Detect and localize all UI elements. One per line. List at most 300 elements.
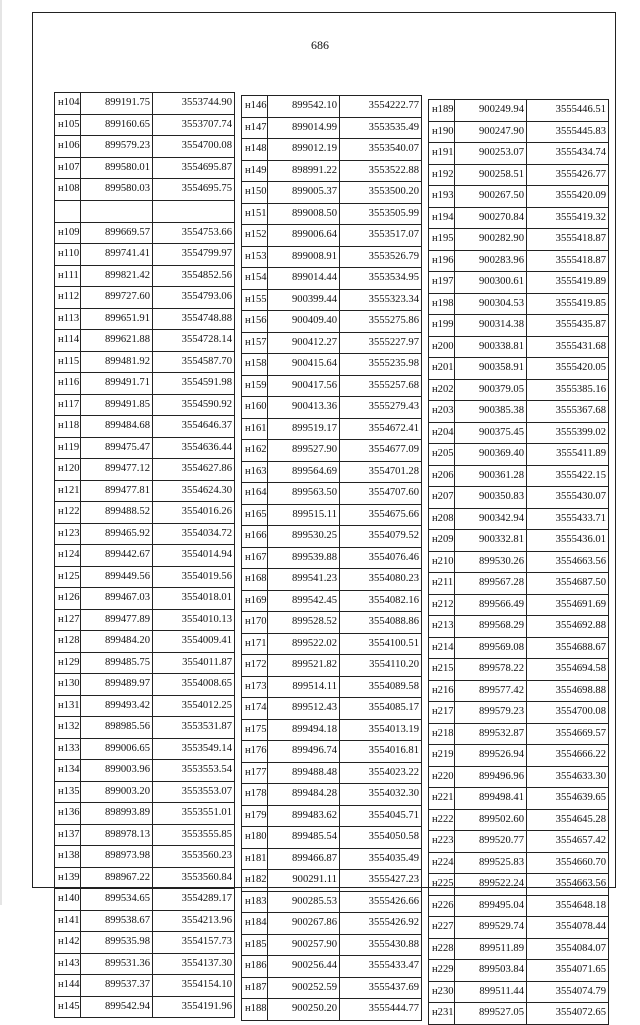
y-coordinate-cell: 3554078.44 [527,917,609,939]
table-row [242,483,422,505]
point-id-cell: н211 [429,573,455,595]
table-row [429,315,609,337]
point-id-cell: н182 [242,870,268,892]
x-coordinate-cell: 900256.44 [268,956,340,978]
y-coordinate-cell: 3554034.72 [153,523,235,545]
y-coordinate-cell: 3554691.69 [527,594,609,616]
y-coordinate-cell: 3554627.86 [153,459,235,481]
y-coordinate-cell: 3554191.96 [153,996,235,1018]
x-coordinate-cell: 899003.20 [81,781,153,803]
point-id-cell: н196 [429,250,455,272]
table-row [242,504,422,526]
table-row [429,981,609,1003]
table-row [55,631,235,653]
y-coordinate-cell: 3553551.01 [153,803,235,825]
x-coordinate-cell: 899537.37 [81,975,153,997]
y-coordinate-cell: 3554687.50 [527,573,609,595]
point-id-cell: н225 [429,874,455,896]
x-coordinate-cell: 899530.25 [268,526,340,548]
table-row [242,698,422,720]
point-id-cell: н177 [242,762,268,784]
page-number: 686 [311,38,329,52]
point-id-cell: н217 [429,702,455,724]
x-coordinate-cell: 899538.67 [81,910,153,932]
y-coordinate-cell: 3553540.07 [340,139,422,161]
y-coordinate-cell: 3555418.87 [527,250,609,272]
x-coordinate-cell: 898973.98 [81,846,153,868]
x-coordinate-cell: 899542.10 [268,96,340,118]
x-coordinate-cell: 900399.44 [268,289,340,311]
table-row [55,93,235,115]
y-coordinate-cell: 3554645.28 [527,809,609,831]
y-coordinate-cell: 3554085.17 [340,698,422,720]
table-row [55,910,235,932]
table-row [55,867,235,889]
y-coordinate-cell: 3554700.08 [153,136,235,158]
point-id-cell: н170 [242,612,268,634]
table-row [55,157,235,179]
y-coordinate-cell: 3555323.34 [340,289,422,311]
x-coordinate-cell: 899526.94 [455,745,527,767]
table-row [242,311,422,333]
y-coordinate-cell: 3555418.87 [527,229,609,251]
y-coordinate-cell: 3554071.65 [527,960,609,982]
table-row [55,114,235,136]
table-row [242,590,422,612]
point-id-cell: н184 [242,913,268,935]
point-id-cell: н118 [55,416,81,438]
x-coordinate-cell: 899563.50 [268,483,340,505]
table-row [242,999,422,1021]
table-row [429,164,609,186]
point-id-cell: н205 [429,444,455,466]
table-row [429,788,609,810]
point-id-cell: н174 [242,698,268,720]
x-coordinate-cell: 899449.56 [81,566,153,588]
table-row [429,637,609,659]
y-coordinate-cell: 3554663.56 [527,551,609,573]
table-row [55,308,235,330]
y-coordinate-cell: 3554675.66 [340,504,422,526]
x-coordinate-cell: 899003.96 [81,760,153,782]
point-id-cell: н226 [429,895,455,917]
point-id-cell: н121 [55,480,81,502]
point-id-cell: н166 [242,526,268,548]
table-row [55,889,235,911]
x-coordinate-cell: 899511.44 [455,981,527,1003]
y-coordinate-cell: 3554023.22 [340,762,422,784]
point-id-cell: н229 [429,960,455,982]
table-row [55,566,235,588]
table-row [55,179,235,201]
point-id-cell: н203 [429,401,455,423]
x-coordinate-cell: 899531.36 [81,953,153,975]
table-row [242,96,422,118]
x-coordinate-cell: 899542.94 [81,996,153,1018]
y-coordinate-cell: 3553560.84 [153,867,235,889]
point-id-cell: н210 [429,551,455,573]
x-coordinate-cell: 899727.60 [81,287,153,309]
x-coordinate-cell: 899484.20 [81,631,153,653]
table-row [55,416,235,438]
point-id-cell: н221 [429,788,455,810]
table-row [55,373,235,395]
x-coordinate-cell: 899512.43 [268,698,340,720]
y-coordinate-cell: 3554799.97 [153,244,235,266]
x-coordinate-cell: 899491.71 [81,373,153,395]
y-coordinate-cell: 3555430.07 [527,487,609,509]
x-coordinate-cell: 899483.62 [268,805,340,827]
table-row [429,852,609,874]
point-id-cell: н131 [55,695,81,717]
point-id-cell: н151 [242,203,268,225]
table-row [242,977,422,999]
y-coordinate-cell: 3555235.98 [340,354,422,376]
y-coordinate-cell: 3553707.74 [153,114,235,136]
x-coordinate-cell: 899493.42 [81,695,153,717]
x-coordinate-cell: 899577.42 [455,680,527,702]
point-id-cell: н165 [242,504,268,526]
point-id-cell: н179 [242,805,268,827]
point-id-cell: н128 [55,631,81,653]
x-coordinate-cell: 900413.36 [268,397,340,419]
table-row [242,762,422,784]
point-id-cell: н124 [55,545,81,567]
point-id-cell: н206 [429,465,455,487]
y-coordinate-cell: 3555445.83 [527,121,609,143]
y-coordinate-cell: 3554137.30 [153,953,235,975]
point-id-cell: н104 [55,93,81,115]
point-id-cell: н159 [242,375,268,397]
x-coordinate-cell: 899160.65 [81,114,153,136]
y-coordinate-cell: 3554695.75 [153,179,235,201]
x-coordinate-cell: 900258.51 [455,164,527,186]
y-coordinate-cell: 3554698.88 [527,680,609,702]
y-coordinate-cell: 3555420.05 [527,358,609,380]
y-coordinate-cell: 3555444.77 [340,999,422,1021]
point-id-cell: н152 [242,225,268,247]
empty-cell [55,200,81,222]
table-row [242,870,422,892]
table-row [429,250,609,272]
y-coordinate-cell: 3553531.87 [153,717,235,739]
point-id-cell: н134 [55,760,81,782]
table-row [429,143,609,165]
point-id-cell: н130 [55,674,81,696]
table-row [55,824,235,846]
point-id-cell: н193 [429,186,455,208]
table-row [429,917,609,939]
x-coordinate-cell: 900253.07 [455,143,527,165]
table-row [242,848,422,870]
y-coordinate-cell: 3554852.56 [153,265,235,287]
point-id-cell: н137 [55,824,81,846]
table-row [242,569,422,591]
y-coordinate-cell: 3554079.52 [340,526,422,548]
y-coordinate-cell: 3554016.26 [153,502,235,524]
y-coordinate-cell: 3554707.60 [340,483,422,505]
coordinates-table-2 [241,95,422,1021]
point-id-cell: н216 [429,680,455,702]
table-row [429,401,609,423]
table-row [242,784,422,806]
y-coordinate-cell: 3554222.77 [340,96,422,118]
table-row [242,719,422,741]
point-id-cell: н144 [55,975,81,997]
y-coordinate-cell: 3554213.96 [153,910,235,932]
x-coordinate-cell: 899522.02 [268,633,340,655]
x-coordinate-cell: 900282.90 [455,229,527,251]
point-id-cell: н153 [242,246,268,268]
y-coordinate-cell: 3555446.51 [527,100,609,122]
y-coordinate-cell: 3555227.97 [340,332,422,354]
y-coordinate-cell: 3554009.41 [153,631,235,653]
x-coordinate-cell: 900300.61 [455,272,527,294]
table-row [242,827,422,849]
x-coordinate-cell: 900285.53 [268,891,340,913]
y-coordinate-cell: 3553526.79 [340,246,422,268]
point-id-cell: н192 [429,164,455,186]
x-coordinate-cell: 899525.83 [455,852,527,874]
table-row [429,508,609,530]
point-id-cell: н162 [242,440,268,462]
x-coordinate-cell: 899821.42 [81,265,153,287]
x-coordinate-cell: 899496.96 [455,766,527,788]
y-coordinate-cell: 3553522.88 [340,160,422,182]
x-coordinate-cell: 899484.28 [268,784,340,806]
point-id-cell: н149 [242,160,268,182]
point-id-cell: н214 [429,637,455,659]
table-row [429,594,609,616]
table-row [429,444,609,466]
point-id-cell: н109 [55,222,81,244]
x-coordinate-cell: 898967.22 [81,867,153,889]
x-coordinate-cell: 900247.90 [455,121,527,143]
y-coordinate-cell: 3554289.17 [153,889,235,911]
point-id-cell: н218 [429,723,455,745]
x-coordinate-cell: 899741.41 [81,244,153,266]
table-row [429,272,609,294]
point-id-cell: н141 [55,910,81,932]
point-id-cell: н171 [242,633,268,655]
x-coordinate-cell: 899006.65 [81,738,153,760]
y-coordinate-cell: 3555430.88 [340,934,422,956]
table-row [429,680,609,702]
y-coordinate-cell: 3555433.47 [340,956,422,978]
point-id-cell: н132 [55,717,81,739]
x-coordinate-cell: 899528.52 [268,612,340,634]
table-row [55,652,235,674]
table-row [55,975,235,997]
table-row [55,222,235,244]
y-coordinate-cell: 3555275.86 [340,311,422,333]
x-coordinate-cell: 900252.59 [268,977,340,999]
y-coordinate-cell: 3554154.10 [153,975,235,997]
point-id-cell: н108 [55,179,81,201]
x-coordinate-cell: 899466.87 [268,848,340,870]
x-coordinate-cell: 899542.45 [268,590,340,612]
y-coordinate-cell: 3554018.01 [153,588,235,610]
x-coordinate-cell: 899484.68 [81,416,153,438]
point-id-cell: н209 [429,530,455,552]
x-coordinate-cell: 899568.29 [455,616,527,638]
point-id-cell: н186 [242,956,268,978]
y-coordinate-cell: 3554100.51 [340,633,422,655]
table-row [55,287,235,309]
table-row [242,203,422,225]
x-coordinate-cell: 900412.27 [268,332,340,354]
x-coordinate-cell: 900249.94 [455,100,527,122]
point-id-cell: н112 [55,287,81,309]
table-row [242,741,422,763]
table-row [242,913,422,935]
table-row [242,246,422,268]
point-id-cell: н122 [55,502,81,524]
y-coordinate-cell: 3555437.69 [340,977,422,999]
y-coordinate-cell: 3554011.87 [153,652,235,674]
x-coordinate-cell: 900304.53 [455,293,527,315]
point-id-cell: н136 [55,803,81,825]
x-coordinate-cell: 900375.45 [455,422,527,444]
x-coordinate-cell: 899477.81 [81,480,153,502]
x-coordinate-cell: 900417.56 [268,375,340,397]
x-coordinate-cell: 899534.65 [81,889,153,911]
point-id-cell: н140 [55,889,81,911]
table-row [242,633,422,655]
table-row [429,960,609,982]
y-coordinate-cell: 3554084.07 [527,938,609,960]
y-coordinate-cell: 3554072.65 [527,1003,609,1025]
table-row [429,895,609,917]
y-coordinate-cell: 3553549.14 [153,738,235,760]
y-coordinate-cell: 3555385.16 [527,379,609,401]
table-row [429,938,609,960]
x-coordinate-cell: 899530.26 [455,551,527,573]
x-coordinate-cell: 899496.74 [268,741,340,763]
point-id-cell: н213 [429,616,455,638]
point-id-cell: н227 [429,917,455,939]
table-row [429,336,609,358]
x-coordinate-cell: 899515.11 [268,504,340,526]
point-id-cell: н168 [242,569,268,591]
x-coordinate-cell: 899521.82 [268,655,340,677]
x-coordinate-cell: 899569.08 [455,637,527,659]
table-row [429,616,609,638]
x-coordinate-cell: 899503.84 [455,960,527,982]
y-coordinate-cell: 3553555.85 [153,824,235,846]
y-coordinate-cell: 3554657.42 [527,831,609,853]
point-id-cell: н160 [242,397,268,419]
table-row [429,702,609,724]
x-coordinate-cell: 899008.91 [268,246,340,268]
table-row [429,422,609,444]
point-id-cell: н176 [242,741,268,763]
point-id-cell: н105 [55,114,81,136]
x-coordinate-cell: 899485.75 [81,652,153,674]
x-coordinate-cell: 899006.64 [268,225,340,247]
table-row [429,1003,609,1025]
point-id-cell: н190 [429,121,455,143]
x-coordinate-cell: 899511.89 [455,938,527,960]
point-id-cell: н207 [429,487,455,509]
x-coordinate-cell: 898993.89 [81,803,153,825]
point-id-cell: н154 [242,268,268,290]
x-coordinate-cell: 899580.03 [81,179,153,201]
y-coordinate-cell: 3553553.07 [153,781,235,803]
table-row [429,551,609,573]
y-coordinate-cell: 3554639.65 [527,788,609,810]
y-coordinate-cell: 3554074.79 [527,981,609,1003]
table-row [55,803,235,825]
x-coordinate-cell: 899465.92 [81,523,153,545]
table-row [429,573,609,595]
table-row [55,609,235,631]
table-row [429,229,609,251]
table-row [429,745,609,767]
table-row [55,480,235,502]
y-coordinate-cell: 3554793.06 [153,287,235,309]
point-id-cell: н161 [242,418,268,440]
y-coordinate-cell: 3554013.19 [340,719,422,741]
table-row [55,781,235,803]
table-row [55,200,235,222]
y-coordinate-cell: 3554016.81 [340,741,422,763]
table-row [429,465,609,487]
y-coordinate-cell: 3554088.86 [340,612,422,634]
y-coordinate-cell: 3553535.49 [340,117,422,139]
point-id-cell: н125 [55,566,81,588]
table-row [429,831,609,853]
table-row [429,723,609,745]
x-coordinate-cell: 900358.91 [455,358,527,380]
x-coordinate-cell: 899541.23 [268,569,340,591]
x-coordinate-cell: 899191.75 [81,93,153,115]
table-row [242,117,422,139]
table-row [242,956,422,978]
x-coordinate-cell: 899014.44 [268,268,340,290]
point-id-cell: н223 [429,831,455,853]
x-coordinate-cell: 900379.05 [455,379,527,401]
y-coordinate-cell: 3554666.22 [527,745,609,767]
y-coordinate-cell: 3555399.02 [527,422,609,444]
point-id-cell: н133 [55,738,81,760]
y-coordinate-cell: 3554010.13 [153,609,235,631]
table-row [55,932,235,954]
y-coordinate-cell: 3555436.01 [527,530,609,552]
point-id-cell: н222 [429,809,455,831]
x-coordinate-cell: 898985.56 [81,717,153,739]
point-id-cell: н198 [429,293,455,315]
y-coordinate-cell: 3554728.14 [153,330,235,352]
x-coordinate-cell: 900314.38 [455,315,527,337]
y-coordinate-cell: 3553517.07 [340,225,422,247]
y-coordinate-cell: 3554695.87 [153,157,235,179]
y-coordinate-cell: 3555426.92 [340,913,422,935]
y-coordinate-cell: 3554748.88 [153,308,235,330]
x-coordinate-cell: 899520.77 [455,831,527,853]
point-id-cell: н158 [242,354,268,376]
y-coordinate-cell: 3554032.30 [340,784,422,806]
point-id-cell: н191 [429,143,455,165]
y-coordinate-cell: 3554008.65 [153,674,235,696]
table-row [242,526,422,548]
point-id-cell: н195 [429,229,455,251]
table-row [55,717,235,739]
x-coordinate-cell: 899579.23 [81,136,153,158]
table-row [55,846,235,868]
y-coordinate-cell: 3554692.88 [527,616,609,638]
table-row [429,293,609,315]
